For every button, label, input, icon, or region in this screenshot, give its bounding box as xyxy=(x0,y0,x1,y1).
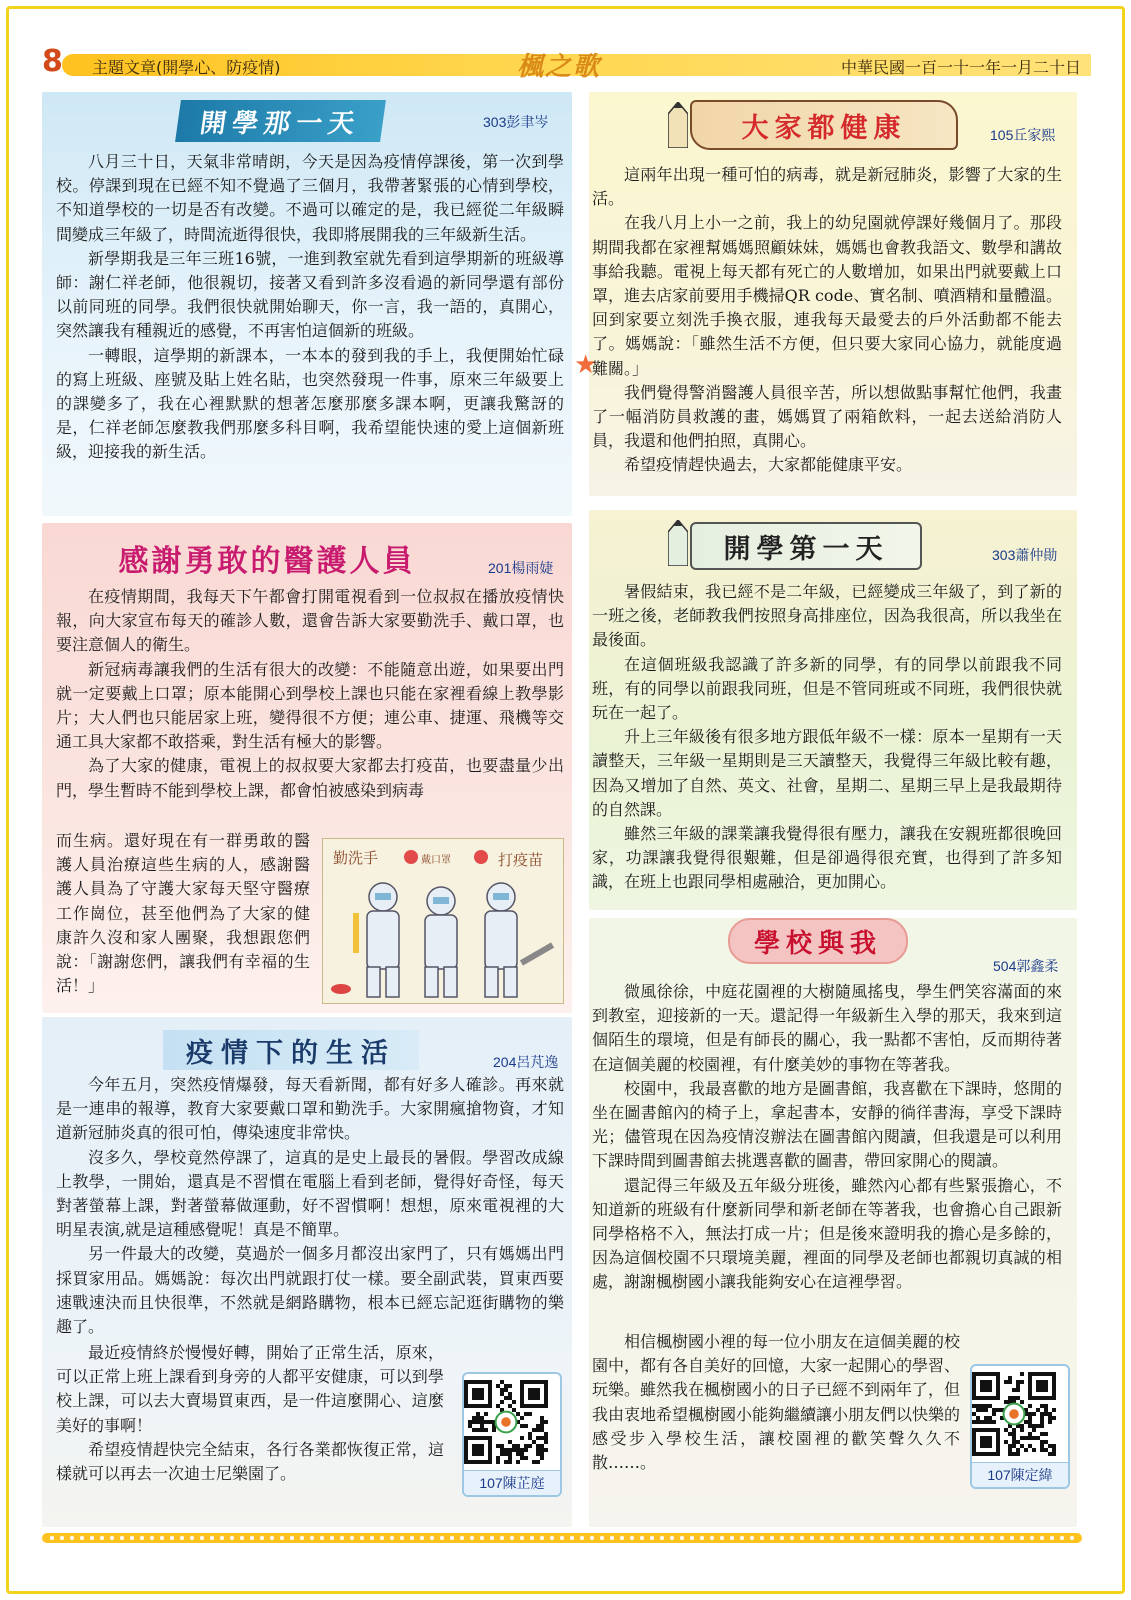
qr-caption: 107陳芷庭 xyxy=(464,1470,560,1495)
article-author: 201楊雨婕 xyxy=(488,560,554,576)
article-body xyxy=(592,980,1062,1295)
pencil-icon xyxy=(668,102,688,148)
paragraph: 這兩年出現一種可怕的病毒，就是新冠肺炎，影響了大家的生活。 xyxy=(592,165,1062,209)
page-header xyxy=(42,44,1091,82)
qr-code-icon xyxy=(972,1372,1056,1456)
article-title: 開學第一天 xyxy=(690,522,922,570)
publication-logo: 楓之歌 xyxy=(517,52,602,82)
article-title: 疫情下的生活 xyxy=(163,1030,419,1070)
footer-dots xyxy=(42,1530,1082,1546)
paragraph: 相信楓樹國小裡的每一位小朋友在這個美麗的校園中，都有各自美好的回憶，大家一起開心的學習、玩樂。雖然我在楓樹國小的日子已經不到兩年了，但我由衷地希望楓樹國小能夠繼續讓小朋友們以快樂的感受步入學校生活，讓校園裡的歡笑聲久久不散……。 xyxy=(592,1332,961,1473)
paragraph: 最近疫情終於慢慢好轉，開始了正常生活，原來，可以正常上班上課看到身旁的人都平安健康，可以到學校上課，可以去大賣場買東西，是一件這麼開心、這麼美好的事啊！ xyxy=(56,1343,444,1435)
qr-code-icon xyxy=(464,1380,548,1464)
drawing-word: 戴口罩 xyxy=(421,855,451,866)
article-title: 開學那一天 xyxy=(175,100,386,142)
pencil-icon xyxy=(668,520,688,566)
article-author: 303蕭仲勛 xyxy=(992,547,1058,563)
paragraph: 今年五月，突然疫情爆發，每天看新聞，都有好多人確診。再來就是一連串的報導，教育大家要戴口罩和勤洗手。大家開瘋搶物資，才知道新冠肺炎真的很可怕，傳染速度非常快。 xyxy=(56,1075,564,1143)
article-title: 感謝勇敢的醫護人員 xyxy=(118,544,416,579)
article-body xyxy=(56,150,564,465)
article-author: 204呂芃逸 xyxy=(493,1054,559,1070)
paragraph: 暑假結束，我已經不是二年級，已經變成三年級了，到了新的一班之後，老師教我們按照身高排座位，因為我很高，所以我坐在最後面。 xyxy=(592,582,1062,650)
article-body xyxy=(592,580,1062,895)
paragraph: 新學期我是三年三班16號，一進到教室就先看到這學期新的班級導師：謝仁祥老師，他很親切，接著又看到許多沒看過的新同學還有部份以前同班的同學。我們很快就開始聊天，你一言，我一語的，真開心，突然讓我有種親近的感覺，不再害怕這個新的班級。 xyxy=(56,248,564,341)
drawing-word: 勤洗手 xyxy=(333,849,379,867)
article-body-wrap xyxy=(592,1330,960,1475)
page-number: 8 xyxy=(42,44,63,79)
paragraph: 新冠病毒讓我們的生活有很大的改變：不能隨意出遊，如果要出門就一定要戴上口罩；原本能開心到學校上課也只能在家裡看線上教學影片；大人們也只能居家上班，變得很不方便；連公車、捷運、飛機等交通工具大家都不敢搭乘，對生活有極大的影響。 xyxy=(56,659,564,752)
paragraph: 雖然三年級的課業讓我覺得很有壓力，讓我在安親班都很晚回家，功課讓我覺得很艱難，但是卻過得很充實，也得到了許多知識，在班上也跟同學相處融洽，更加開心。 xyxy=(592,824,1062,892)
article-body xyxy=(592,163,1062,478)
paragraph: 希望疫情趕快完全結束，各行各業都恢復正常，這樣就可以再去一次迪士尼樂園了。 xyxy=(56,1439,444,1484)
paragraph: 在疫情期間，我每天下午都會打開電視看到一位叔叔在播放疫情快報，向大家宣布每天的確診人數，還會告訴大家要勤洗手、戴口罩，也要注意個人的衛生。 xyxy=(56,587,564,655)
article-title: 學校與我 xyxy=(728,918,908,964)
article-author: 105丘家熙 xyxy=(990,127,1056,143)
qr-code-card[interactable] xyxy=(462,1372,562,1497)
article-body-wrap xyxy=(56,1341,444,1486)
paragraph: 沒多久，學校竟然停課了，這真的是史上最長的暑假。學習改成線上教學，一開始，還真是不習慣在電腦上看到老師，覺得好奇怪，每天對著螢幕上課，對著螢幕做運動，好不習慣啊！想想，原來電視裡的大明星表演,就是這種感覺呢！真是不簡單。 xyxy=(56,1147,564,1240)
paragraph: 為了大家的健康，電視上的叔叔要大家都去打疫苗，也要盡量少出門，學生暫時不能到學校上課，都會怕被感染到病毒 xyxy=(56,756,564,800)
health-workers-drawing xyxy=(322,838,564,1004)
section-title: 主題文章(開學心、防疫情) xyxy=(92,58,281,77)
paragraph: 另一件最大的改變，莫過於一個多月都沒出家門了，只有媽媽出門採買家用品。媽媽說：每次出門就跟打仗一樣。要全副武裝，買東西要速戰速決而且快很準，不然就是網路購物，根本已經忘記逛街購物的樂趣了。 xyxy=(56,1244,564,1337)
paragraph: 微風徐徐，中庭花園裡的大樹隨風搖曳，學生們笑容滿面的來到教室，迎接新的一天。還記得一年級新生入學的那天，我來到這個陌生的環境，但是有師長的關心，我一點都不害怕，反而期待著在這個美麗的校園裡，有什麼美妙的事物在等著我。 xyxy=(592,982,1062,1074)
paragraph: 而生病。還好現在有一群勇敢的醫護人員治療這些生病的人，感謝醫護人員為了守護大家每天堅守醫療工作崗位，甚至他們為了大家的健康許久沒和家人團聚，我想跟您們說：「謝謝您們，讓我們有幸福的生活！」 xyxy=(56,831,310,996)
paragraph: 升上三年級後有很多地方跟低年級不一樣：原本一星期有一天讀整天，三年級一星期則是三天讀整天，我覺得三年級比較有趣，因為又增加了自然、英文、社會，星期二、星期三早上是我最期待的自然課。 xyxy=(592,727,1062,819)
paragraph: 在這個班級我認識了許多新的同學，有的同學以前跟我不同班，有的同學以前跟我同班，但是不管同班或不同班，我們很快就玩在一起了。 xyxy=(592,654,1062,723)
article-body xyxy=(56,585,564,803)
paragraph: 希望疫情趕快過去，大家都能健康平安。 xyxy=(624,455,913,475)
paragraph: 八月三十日，天氣非常晴朗，今天是因為疫情停課後，第一次到學校。停課到現在已經不知不覺過了三個月，我帶著緊張的心情到學校，不知道學校的一切是否有改變。不過可以確定的是，我已經從二年級瞬間變成三年級了，時間流逝得很快，我即將展開我的三年級新生活。 xyxy=(56,152,564,244)
drawing-word: 打疫苗 xyxy=(498,851,544,869)
star-icon: ★ xyxy=(574,350,598,380)
article-author: 504郭鑫柔 xyxy=(993,958,1059,974)
qr-code-card[interactable] xyxy=(970,1364,1070,1489)
qr-caption: 107陳定緯 xyxy=(972,1462,1068,1487)
paragraph: 在我八月上小一之前，我上的幼兒園就停課好幾個月了。那段期間我都在家裡幫媽媽照顧妹妹，媽媽也會教我語文、數學和講故事給我聽。電視上每天都有死亡的人數增加，如果出門就要戴上口罩，進去店家前要用手機掃QR code、實名制、噴酒精和量體溫。回到家要立刻洗手換衣服，連我每天最愛去的戶外活動都不能去了。媽媽說：「雖然生活不方便，但只要大家同心協力，就能度過難關。」 xyxy=(592,213,1062,378)
paragraph: 校園中，我最喜歡的地方是圖書館，我喜歡在下課時，悠閒的坐在圖書館內的椅子上，拿起書本，安靜的徜徉書海，享受下課時光；儘管現在因為疫情沒辦法在圖書館內閱讀，但我還是可以利用下課時間到圖書館去挑選喜歡的圖書，帶回家開心的閱讀。 xyxy=(592,1078,1062,1171)
paragraph: 我們覺得警消醫護人員很辛苦，所以想做點事幫忙他們，我畫了一幅消防員救護的畫，媽媽買了兩箱飲料，一起去送給消防人員，我還和他們拍照，真開心。 xyxy=(592,382,1062,451)
paragraph: 一轉眼，這學期的新課本，一本本的發到我的手上，我便開始忙碌的寫上班級、座號及貼上姓名貼，也突然發現一件事，原來三年級要上的課變多了，我在心裡默默的想著怎麼那麼多課本啊，更讓我驚訝的是，仁祥老師怎麼教我們那麼多科目啊，我希望能快速的愛上這個新班級，迎接我的新生活。 xyxy=(56,345,564,462)
article-title: 大家都健康 xyxy=(690,100,958,150)
article-author: 303彭聿岑 xyxy=(483,114,549,130)
article-body xyxy=(56,1073,564,1339)
issue-date: 中華民國一百一十一年一月二十日 xyxy=(840,58,1081,77)
paragraph: 還記得三年級及五年級分班後，雖然內心都有些緊張擔心，不知道新的班級有什麼新同學和新老師在等著我，也會擔心自己跟新同學格格不入，無法打成一片；但是後來證明我的擔心是多餘的，因為這個校園不只環境美麗，裡面的同學及老師也都親切真誠的相處，謝謝楓樹國小讓我能夠安心在這裡學習。 xyxy=(592,1175,1062,1292)
article-body-wrap xyxy=(56,829,310,998)
